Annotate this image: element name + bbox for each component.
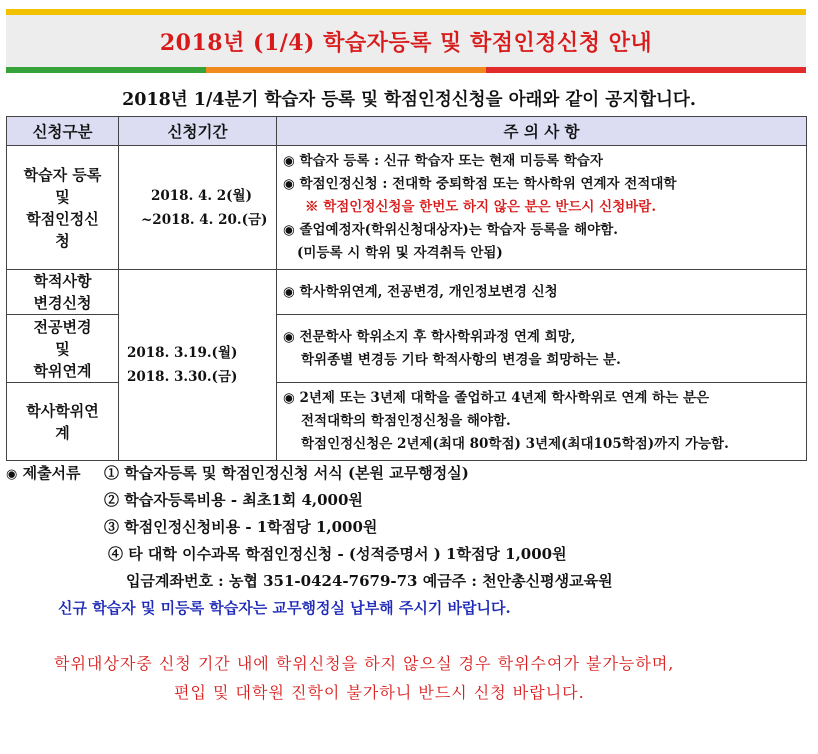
blue-notice: 신규 학습자 및 미등록 학습자는 교무행정실 납부해 주시기 바랍니다. bbox=[58, 599, 511, 617]
table-header-row bbox=[7, 117, 807, 146]
list-item: ④ 타 대학 이수과목 학점인정신청 - (성적증명서 ) 1학점당 1,000원 bbox=[108, 545, 567, 563]
row4-notes: ◉ 2년제 또는 3년제 대학을 졸업하고 4년제 학사학위로 연계 하는 분은 전적대학의 학점인정신청을 해야함. 학점인정신청은 2년제(최대 80학점) 3년제(최대105학점)까지 가능함. bbox=[277, 383, 807, 461]
row3-notes: ◉ 전문학사 학위소지 후 학사학위과정 연계 희망, 학위종별 변경등 기타 학적사항의 변경을 희망하는 분. bbox=[277, 315, 807, 383]
red-notice-line-1: 학위대상자중 신청 기간 내에 학위신청을 하지 않으실 경우 학위수여가 불가능하며, bbox=[54, 654, 675, 673]
list-item: ② 학습자등록비용 - 최초1회 4,000원 bbox=[104, 491, 363, 509]
row3-category: 전공변경 및 학위연계 bbox=[7, 315, 119, 383]
header-notes: 주 의 사 항 bbox=[277, 117, 807, 146]
banner-bottom-stripe bbox=[6, 67, 806, 73]
shared-period: 2018. 3.19.(월) 2018. 3.30.(금) bbox=[119, 270, 277, 461]
documents-label: 제출서류 bbox=[22, 464, 81, 482]
banner bbox=[6, 15, 806, 67]
row2-notes: ◉ 학사학위연계, 전공변경, 개인정보변경 신청 bbox=[277, 270, 807, 315]
list-item: ③ 학점인정신청비용 - 1학점당 1,000원 bbox=[104, 518, 378, 536]
header-period: 신청기간 bbox=[119, 117, 277, 146]
bullet-icon: ◉ bbox=[6, 467, 18, 482]
schedule-table bbox=[6, 116, 807, 461]
table-row bbox=[7, 146, 807, 270]
row1-category: 학습자 등록 및 학점인정신 청 bbox=[7, 146, 119, 270]
red-notice-line-2: 편입 및 대학원 진학이 불가하니 반드시 신청 바랍니다. bbox=[174, 683, 585, 702]
documents-label-row bbox=[6, 462, 81, 483]
notice-heading: 2018년 1/4분기 학습자 등록 및 학점인정신청을 아래와 같이 공지합니다. bbox=[122, 90, 696, 110]
row2-category: 학적사항 변경신청 bbox=[7, 270, 119, 315]
row4-category: 학사학위연 계 bbox=[7, 383, 119, 461]
header-category: 신청구분 bbox=[7, 117, 119, 146]
page-title: 2018년 (1/4) 학습자등록 및 학점인정신청 안내 bbox=[159, 29, 653, 56]
list-item: ① 학습자등록 및 학점인정신청 서식 (본원 교무행정실) bbox=[104, 464, 469, 482]
row1-period: 2018. 4. 2(월) ~2018. 4. 20.(금) bbox=[119, 146, 277, 270]
account-info: 입금계좌번호 : 농협 351-0424-7679-73 예금주 : 천안총신평생교육원 bbox=[126, 572, 613, 590]
table-row bbox=[7, 270, 807, 315]
row1-notes: ◉ 학습자 등록 : 신규 학습자 또는 현재 미등록 학습자 ◉ 학점인정신청 : 전대학 중퇴학점 또는 학사학위 연계자 전적대학 ※ 학점인정신청을 한번도 하지 않은 분은 반드시 신청바람. ◉ 졸업예정자(학위신청대상자)는 학습자 등록을 해야함. (미등록 시 학위 및 자격취득 안됨) bbox=[277, 146, 807, 270]
